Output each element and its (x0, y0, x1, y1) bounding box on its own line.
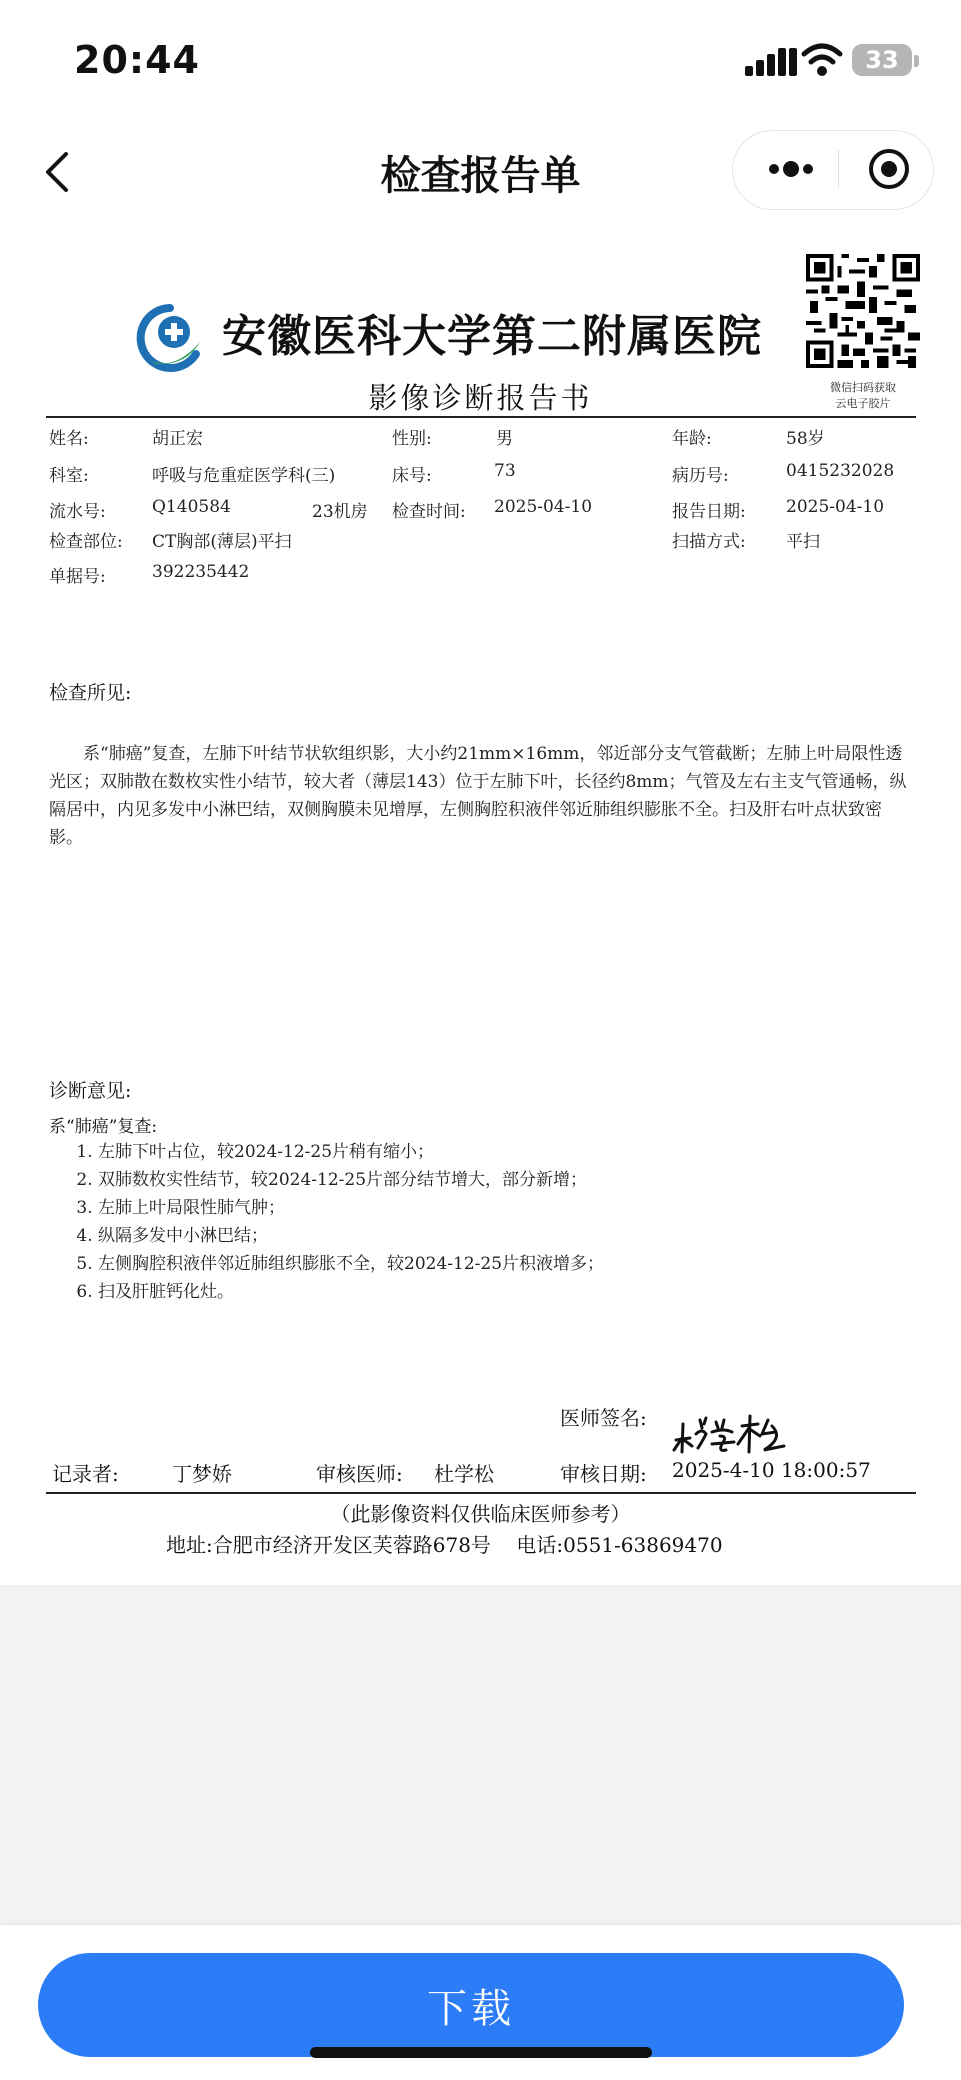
diagnosis-item: 6. 扫及肝脏钙化灶。 (98, 1278, 604, 1306)
exam-time-value: 2025-04-10 (494, 497, 593, 517)
dept-label: 科室: (49, 466, 89, 486)
battery-tip (914, 55, 919, 67)
receipt-value: 392235442 (152, 562, 250, 582)
bed-value: 73 (494, 461, 516, 481)
diagnosis-list (52, 1138, 604, 1306)
qr-caption-line2: 云电子胶片 (835, 397, 891, 410)
recorder-label: 记录者: (52, 1462, 119, 1486)
address-label: 地址: (166, 1533, 213, 1557)
receipt-label: 单据号: (49, 567, 106, 587)
report-title: 影像诊断报告书 (368, 381, 593, 415)
more-dots-icon[interactable] (752, 140, 830, 198)
diagnosis-title: 诊断意见: (49, 1080, 132, 1102)
age-label: 年龄: (672, 429, 712, 449)
diagnosis-item: 1. 左肺下叶占位，较2024-12-25片稍有缩小； (98, 1138, 604, 1166)
page-title: 检查报告单 (380, 153, 581, 199)
capsule-divider (838, 150, 839, 188)
header-divider (46, 416, 916, 418)
sex-value: 男 (496, 429, 513, 449)
review-date-value: 2025-4-10 18:00:57 (672, 1458, 871, 1482)
part-value: CT胸部(薄层)平扫 (152, 532, 292, 552)
phone-label: 电话: (516, 1533, 564, 1557)
hospital-name: 安徽医科大学第二附属医院 (222, 311, 762, 362)
scan-value: 平扫 (786, 532, 820, 552)
scan-label: 扫描方式: (672, 532, 746, 552)
qr-caption-line1: 微信扫码获取 (830, 381, 896, 394)
review-date-label: 审核日期: (560, 1462, 647, 1486)
qr-code[interactable] (806, 254, 920, 368)
disclaimer-note: （此影像资料仅供临床医师参考） (330, 1502, 631, 1526)
findings-title: 检查所见: (49, 682, 132, 704)
findings-text: 系“肺癌”复查，左肺下叶结节状软组织影，大小约21mm×16mm，邻近部分支气管截断；左肺上叶局限性透光区；双肺散在数枚实性小结节，较大者（薄层143）位于左肺下叶，长径约8mm；气管及左右主支气管通畅，纵隔居中，内见多发中小淋巴结，双侧胸膜未见增厚，左侧胸腔积液伴邻近肺组织膨胀不全。扫及肝右叶点状致密影。 (49, 744, 907, 848)
address-value: 合肥市经济开发区芙蓉路678号 (212, 1533, 491, 1557)
dept-value: 呼吸与危重症医学科(三) (152, 466, 336, 486)
report-date-value: 2025-04-10 (786, 497, 885, 517)
bed-label: 床号: (392, 466, 432, 486)
record-value: 0415232028 (786, 461, 895, 481)
target-close-icon[interactable] (850, 140, 928, 198)
diagnosis-item: 5. 左侧胸腔积液伴邻近肺组织膨胀不全，较2024-12-25片积液增多； (98, 1250, 604, 1278)
diagnosis-intro: 系“肺癌”复查: (49, 1117, 158, 1137)
hospital-cross-logo (134, 302, 206, 374)
reviewer-value: 杜学松 (434, 1462, 494, 1486)
diagnosis-item: 3. 左肺上叶局限性肺气肿； (98, 1194, 604, 1222)
status-time: 20:44 (74, 38, 200, 82)
diagnosis-item: 2. 双肺数枚实性结节，较2024-12-25片部分结节增大，部分新增； (98, 1166, 604, 1194)
name-label: 姓名: (49, 429, 89, 449)
serial-value: Q140584 (152, 497, 231, 517)
recorder-value: 丁梦娇 (172, 1462, 232, 1486)
signature-label: 医师签名: (560, 1406, 647, 1430)
address-line (166, 1529, 723, 1558)
age-value: 58岁 (786, 429, 825, 449)
download-button[interactable]: 下载 (38, 1953, 904, 2057)
serial-label: 流水号: (49, 502, 106, 522)
name-value: 胡正宏 (152, 429, 203, 449)
cellular-signal-icon (745, 46, 797, 76)
sex-label: 性别: (392, 429, 432, 449)
phone-value: 0551-63869470 (563, 1533, 723, 1557)
exam-time-label: 检查时间: (392, 502, 466, 522)
footer-divider (46, 1492, 916, 1494)
wifi-icon (800, 42, 844, 78)
part-label: 检查部位: (49, 532, 123, 552)
battery-indicator: 33 (852, 44, 912, 76)
room-value: 23机房 (312, 502, 368, 522)
home-indicator (310, 2047, 652, 2058)
doctor-signature (672, 1412, 792, 1456)
record-label: 病历号: (672, 466, 729, 486)
reviewer-label: 审核医师: (316, 1462, 403, 1486)
diagnosis-item: 4. 纵隔多发中小淋巴结； (98, 1222, 604, 1250)
report-date-label: 报告日期: (672, 502, 746, 522)
